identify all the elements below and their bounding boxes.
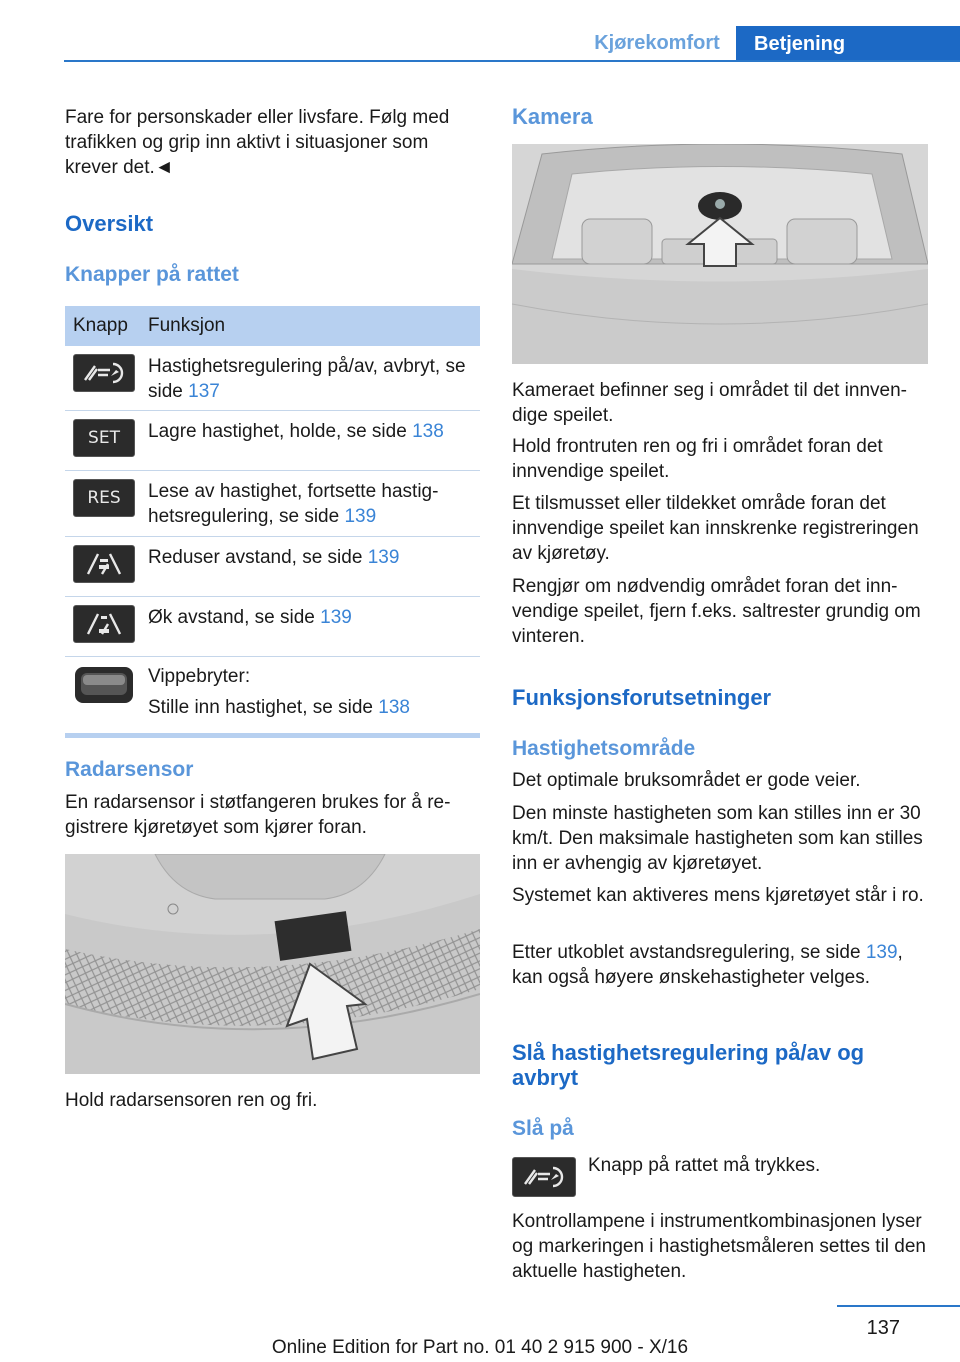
kamera-paragraph-1: Kameraet befinner seg i området til det innvendige speilet. xyxy=(512,380,907,426)
page-link[interactable]: 139 xyxy=(344,506,377,527)
header-rule xyxy=(64,60,960,62)
kamera-paragraph-2: Hold frontruten ren og fri i området foran det innvendige speilet. xyxy=(512,436,883,482)
table-cell-function: Lese av hastighet, fortsette hastighetsregulering, se side 139 xyxy=(148,481,439,527)
heading-hastighetsomrade: Hastighetsområde xyxy=(512,737,696,760)
kamera-paragraph-3: Et tilsmusset eller tildekket område foran det innvendige speilet kan innskrenke registreringen av kjøretøy. xyxy=(512,493,919,564)
table-cell-function: Øk avstand, se side 139 xyxy=(148,607,352,628)
table-header-knapp: Knapp xyxy=(73,315,128,336)
radar-sensor-image xyxy=(65,854,480,1074)
kamera-paragraph-4: Rengjør om nødvendig området foran det innvendige speilet, fjern f.eks. saltrester grundig om vinteren. xyxy=(512,576,921,647)
sla-paragraph-2: Kontrollampene i instrumentkombinasjonen lyser og markeringen i hastighetsmåleren settes til den aktuelle hastigheten. xyxy=(512,1211,927,1282)
radar-text: En radarsensor i støtfangeren brukes for å registrere kjøretøyet som kjører foran. xyxy=(65,792,451,838)
header-chapter-tab: Betjening xyxy=(736,26,960,62)
hast-paragraph-4: Etter utkoblet avstandsregulering, se side 139, kan også høyere ønskehastigheter velges. xyxy=(512,942,903,988)
table-row xyxy=(65,657,480,733)
table-footer-rule xyxy=(65,733,480,738)
res-button-icon: RES xyxy=(73,479,135,517)
table-row xyxy=(65,597,480,657)
heading-funksjonsforutsetninger: Funksjonsforutsetninger xyxy=(512,685,772,710)
table-header-funksjon: Funksjon xyxy=(148,315,226,336)
page-link[interactable]: 139 xyxy=(320,607,352,628)
hast-paragraph-3: Systemet kan aktiveres mens kjøretøyet står i ro. xyxy=(512,885,924,906)
cruise-control-icon xyxy=(73,354,135,392)
hast-paragraph-1: Det optimale bruksområdet er gode veier. xyxy=(512,770,861,791)
table-cell-function: Reduser avstand, se side 139 xyxy=(148,547,400,568)
heading-radarsensor: Radarsensor xyxy=(65,758,194,781)
table-row xyxy=(65,346,480,411)
rocker-switch-icon xyxy=(73,665,135,705)
heading-sla-pa: Slå på xyxy=(512,1117,574,1140)
heading-kamera: Kamera xyxy=(512,104,593,129)
page-link[interactable]: 137 xyxy=(188,381,220,402)
heading-oversikt: Oversikt xyxy=(65,211,154,236)
table-cell-function: Hastighetsregulering på/av, avbryt, se side 137 xyxy=(148,356,466,402)
footer-rule xyxy=(837,1305,960,1307)
table-row xyxy=(65,411,480,471)
footer-edition: Online Edition for Part no. 01 40 2 915 900 - X/16 xyxy=(271,1337,689,1358)
page-link[interactable]: 139 xyxy=(367,547,400,568)
table-row xyxy=(65,537,480,597)
camera-image xyxy=(512,144,928,364)
radar-caption: Hold radarsensoren ren og fri. xyxy=(65,1090,318,1111)
table-cell-function: Lagre hastighet, holde, se side 138 xyxy=(148,421,444,442)
table-row xyxy=(65,471,480,537)
table-header xyxy=(65,306,480,346)
page-link[interactable]: 138 xyxy=(412,421,444,442)
cruise-control-icon xyxy=(512,1157,576,1197)
warning-text: Fare for personskader eller livsfare. Følg med trafikken og grip inn aktivt i situasjoner som krever det.◄ xyxy=(65,107,450,178)
heading-sla-hastighetsregulering: Slå hastighetsregulering på/av og avbryt xyxy=(512,1040,865,1090)
header-section-tab: Kjørekomfort xyxy=(594,31,720,54)
reduce-distance-icon xyxy=(73,545,135,583)
page-link[interactable]: 138 xyxy=(378,697,410,718)
heading-knapper: Knapper på rattet xyxy=(65,263,239,286)
set-button-icon: SET xyxy=(73,419,135,457)
increase-distance-icon xyxy=(73,605,135,643)
buttons-table xyxy=(65,306,480,738)
hast-paragraph-2: Den minste hastigheten som kan stilles inn er 30 km/t. Den maksimale hastigheten som kan stilles inn er avhengig av kjøretøyet. xyxy=(512,803,923,874)
page-number: 137 xyxy=(866,1317,900,1339)
sla-pa-text: Knapp på rattet må trykkes. xyxy=(588,1155,821,1176)
table-cell-function: Vippebryter: Stille inn hastighet, se side 138 xyxy=(148,666,410,718)
page-link[interactable]: 139 xyxy=(865,942,898,963)
